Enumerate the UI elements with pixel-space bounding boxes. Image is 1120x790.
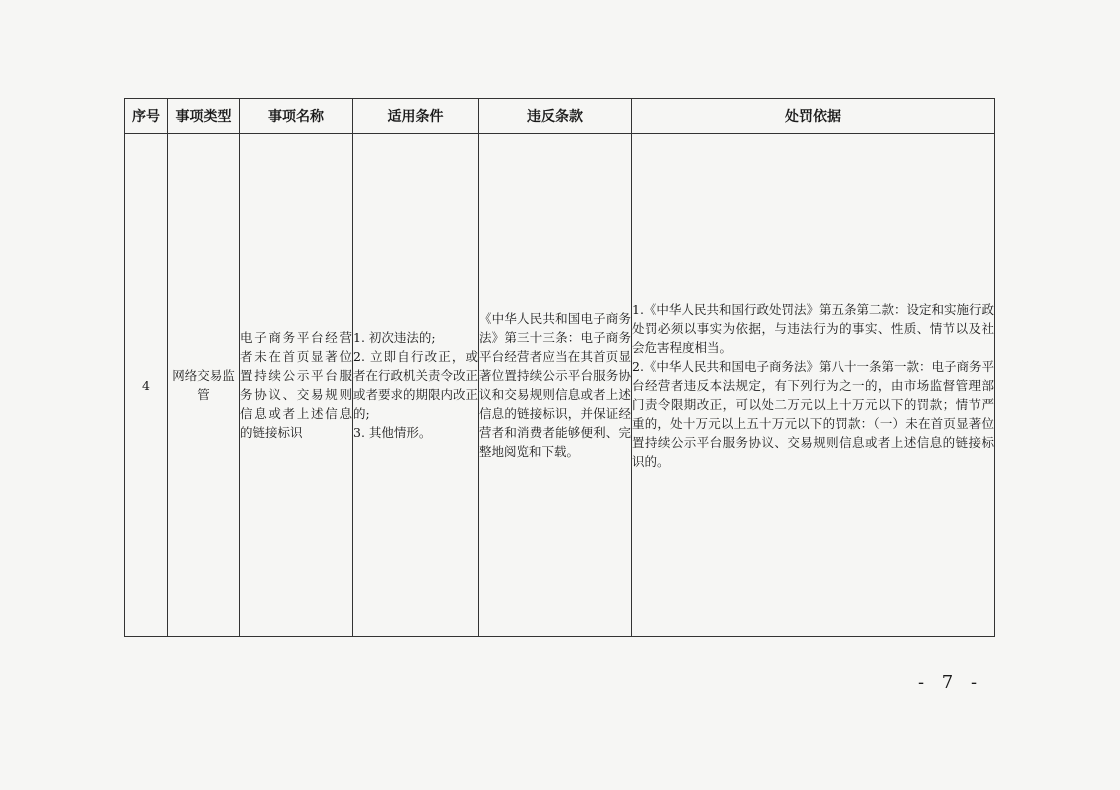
cell-name: 电子商务平台经营者未在首页显著位置持续公示平台服务协议、交易规则信息或者上述信息的链接标识 — [240, 134, 353, 637]
condition-item: 2. 立即自行改正，或者在行政机关责令改正或者要求的期限内改正的; — [353, 349, 479, 421]
cell-conditions — [353, 134, 479, 637]
header-conditions: 适用条件 — [353, 99, 479, 134]
table-header-row — [125, 99, 995, 134]
condition-item: 1. 初次违法的; — [353, 330, 436, 345]
header-penalty-basis: 处罚依据 — [632, 99, 995, 134]
page-number: - 7 - — [918, 672, 984, 693]
cell-violated-clause: 《中华人民共和国电子商务法》第三十三条：电子商务平台经营者应当在其首页显著位置持续公示平台服务协议和交易规则信息或者上述信息的链接标识，并保证经营者和消费者能够便利、完整地阅览和下载。 — [479, 134, 632, 637]
condition-item: 3. 其他情形。 — [353, 425, 432, 440]
penalty-basis-item: 2.《中华人民共和国电子商务法》第八十一条第一款：电子商务平台经营者违反本法规定，有下列行为之一的，由市场监督管理部门责令限期改正，可以处二万元以上十万元以下的罚款；情节严重的，处十万元以上五十万元以下的罚款：（一）未在首页显著位置持续公示平台服务协议、交易规则信息或者上述信息的链接标识的。 — [632, 358, 994, 469]
cell-number: 4 — [125, 134, 168, 637]
header-number: 序号 — [125, 99, 168, 134]
header-violated-clause: 违反条款 — [479, 99, 632, 134]
table-row — [125, 134, 995, 637]
header-name: 事项名称 — [240, 99, 353, 134]
header-type: 事项类型 — [168, 99, 240, 134]
cell-penalty-basis — [632, 134, 995, 637]
cell-type: 网络交易监管 — [168, 134, 240, 637]
penalty-table — [124, 98, 995, 637]
penalty-basis-item: 1.《中华人民共和国行政处罚法》第五条第二款：设定和实施行政处罚必须以事实为依据，与违法行为的事实、性质、情节以及社会危害程度相当。 — [632, 301, 994, 355]
